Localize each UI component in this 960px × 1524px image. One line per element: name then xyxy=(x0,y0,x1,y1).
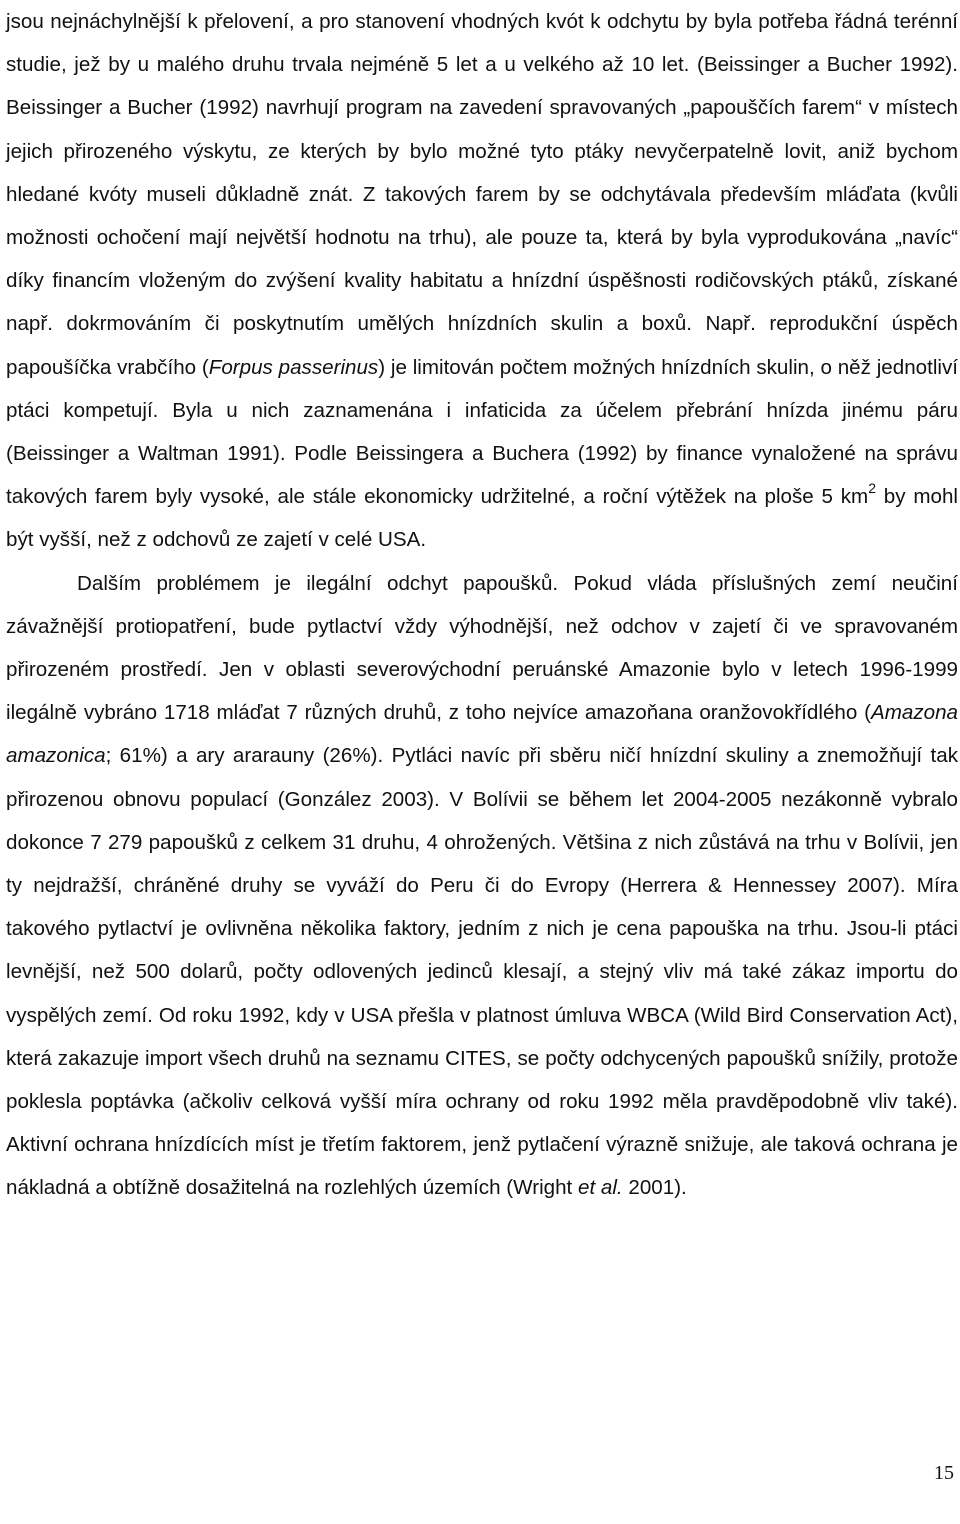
citation-et-al: et al. xyxy=(578,1176,623,1200)
paragraph-1 xyxy=(6,0,958,562)
species-name-forpus-passerinus: Forpus passerinus xyxy=(208,355,379,379)
paragraph-2-text-3: 2001). xyxy=(622,1176,687,1200)
paragraph-1-text-3: by mohl být vyšší, než z odchovů ze zajetí v celé USA. xyxy=(6,485,958,552)
paragraph-2-text-2: ; 61%) a ary ararauny (26%). Pytláci navíc při sběru ničí hnízdní skuliny a znemožňují tak přirozenou obnovu populací (González 2003). V Bolívii se během let 2004-2005 nezákonně vybralo dokonce 7 279 papoušků z celkem 31 druhu, 4 ohrožených. Většina z nich zůstává na trhu v Bolívii, jen ty nejdražší, chráněné druhy se vyváží do Peru či do Evropy (Herrera & Hennessey 2007). Míra takového pytlactví je ovlivněna několika faktory, jedním z nich je cena papouška na trhu. Jsou-li ptáci levnější, než 500 dolarů, počty odlovených jedinců klesají, a stejný vliv má také zákaz importu do vyspělých zemí. Od roku 1992, kdy v USA přešla v platnost úmluva WBCA (Wild Bird Conservation Act), která zakazuje import všech druhů na seznamu CITES, se počty odchycených papoušků snížily, protože poklesla poptávka (ačkoliv celková vyšší míra ochrany od roku 1992 měla pravděpodobně vliv také). Aktivní ochrana hnízdících míst je třetím faktorem, jenž pytlačení výrazně snižuje, ale taková ochrana je nákladná a obtížně dosažitelná na rozlehlých územích (Wright xyxy=(6,744,958,1200)
species-name-amazona-amazonica: Amazona amazonica xyxy=(6,701,958,768)
paragraph-2 xyxy=(6,562,958,1210)
paragraph-1-text-1: jsou nejnáchylnější k přelovení, a pro stanovení vhodných kvót k odchytu by byla potřeba řádná terénní studie, jež by u malého druhu trvala nejméně 5 let a u velkého až 10 let. (Beissinger a Bucher 1992). Beissinger a Bucher (1992) navrhují program na zavedení spravovaných „papouščích farem“ v místech jejich přirozeného výskytu, ze kterých by bylo možné tyto ptáky nevyčerpatelně lovit, aniž bychom hledané kvóty museli důkladně znát. Z takových farem by se odchytávala především mláďata (kvůli možnosti ochočení mají největší hodnotu na trhu), ale pouze ta, která by byla vyprodukována „navíc“ díky financím vloženým do zvýšení kvality habitatu a hnízdní úspěšnosti rodičovských ptáků, získané např. dokrmováním či poskytnutím umělých hnízdních skulin a boxů. Např. reprodukční úspěch papoušíčka vrabčího ( xyxy=(6,10,958,379)
paragraph-2-text-1: Dalším problémem je ilegální odchyt papoušků. Pokud vláda příslušných zemí neučiní závažnější protiopatření, bude pytlactví vždy výhodnější, než odchov v zajetí či ve spravovaném přirozeném prostředí. Jen v oblasti severovýchodní peruánské Amazonie bylo v letech 1996-1999 ilegálně vybráno 1718 mláďat 7 různých druhů, z toho nejvíce amazoňana oranžovokřídlého ( xyxy=(6,571,958,725)
superscript-2: 2 xyxy=(868,480,877,497)
document-page xyxy=(6,0,958,1210)
paragraph-1-text-2: ) je limitován počtem možných hnízdních skulin, o něž jednotliví ptáci kompetují. Byla u nich zaznamenána i infaticida za účelem přebrání hnízda jinému páru (Beissinger a Waltman 1991). Podle Beissingera a Buchera (1992) by finance vynaložené na správu takových farem byly vysoké, ale stále ekonomicky udržitelné, a roční výtěžek na ploše 5 km xyxy=(6,355,958,509)
page-number: 15 xyxy=(934,1462,954,1484)
